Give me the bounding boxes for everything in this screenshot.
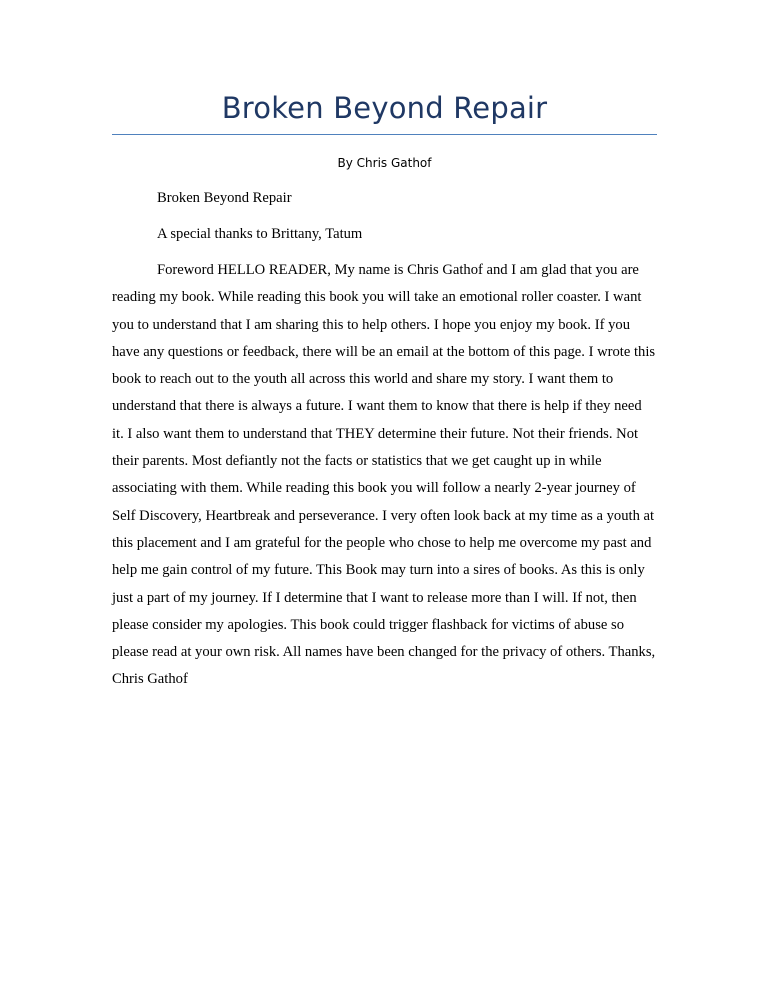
foreword-paragraph: Foreword HELLO READER, My name is Chris Gathof and I am glad that you are reading my book. While reading this book you will take an emotional roller coaster. I want you to understand that I am sharing this to help others. I hope you enjoy my book. If you have any questions or feedback, there will be an email at the bottom of this page. I wrote this book to reach out to the youth all across this world and share my story. I want them to understand that there is always a future. I want them to know that there is help if they need it. I also want them to understand that THEY determine their future. Not their friends. Not their parents. Most defiantly not the facts or statistics that we get caught up in while associating with them. While reading this book you will follow a nearly 2-year journey of Self Discovery, Heartbreak and perseverance. I very often look back at my time as a youth at this placement and I am grateful for the people who chose to help me overcome my past and help me gain control of my future. This Book may turn into a sires of books. As this is only just a part of my journey. If I determine that I want to release more than I will. If not, then please consider my apologies. This book could trigger flashback for victims of abuse so please read at your own risk. All names have been changed for the privacy of others. Thanks, Chris Gathof bbox=[112, 261, 656, 688]
page-title: Broken Beyond Repair bbox=[221, 91, 548, 125]
book-title-paragraph: Broken Beyond Repair bbox=[157, 190, 292, 206]
title-underline bbox=[112, 134, 657, 135]
author-byline: By Chris Gathof bbox=[337, 156, 432, 170]
thanks-paragraph: A special thanks to Brittany, Tatum bbox=[157, 225, 363, 242]
body-text bbox=[112, 185, 657, 694]
